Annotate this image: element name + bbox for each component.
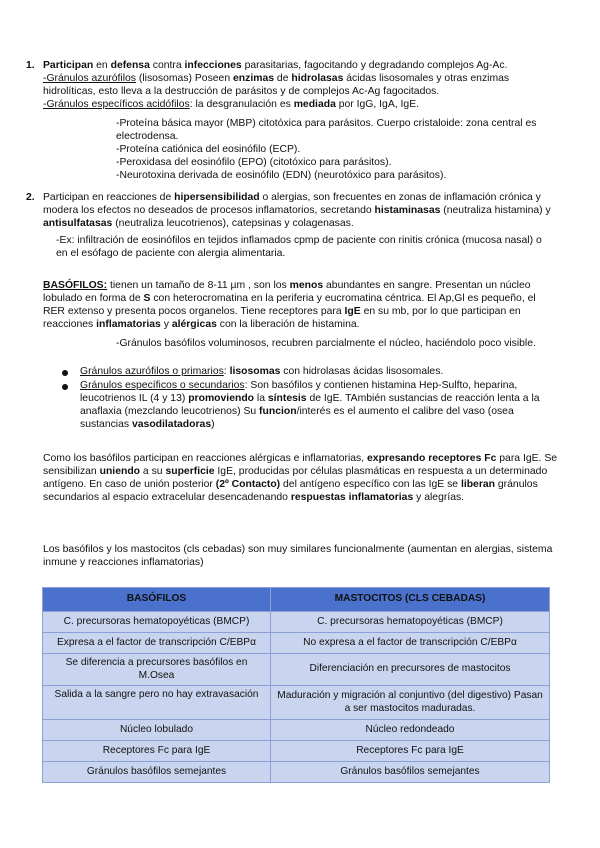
item1-block — [43, 59, 558, 111]
bullet-item-specific: Gránulos específicos o secundarios: Son basófilos y contienen histamina Hep-Sulfto, heparina, leucotrienos IL (4 y 13) promoviendo la síntesis de IgE. TAmbién sustancias de reacción lenta a la anaflaxia (mezclando leucotrienos) Su funcion/interés es el aumento el calibre del vaso (osea sustancias vasodilatadoras) — [80, 380, 540, 431]
basophils-paragraph: BASÓFILOS: tienen un tamaño de 8-11 µm , son los menos abundantes en sangre. Presentan un núcleo lobulado en forma de S con heterocromatina en la periferia y eucromatina céntrica. El Ap,Gl es pequeño, el RER extenso y presenta pocos organelos. Tiene receptores para IgE en su mb, por lo que participan en reacciones inflamatorias y alérgicas con la liberación de histamina. — [43, 280, 536, 331]
table-cell: Maduración y migración al conjuntivo (del digestivo) Pasan a ser mastocitos maduradas. — [271, 686, 550, 720]
comparison-table — [42, 587, 550, 783]
header-mastocytes: MASTOCITOS (CLS CEBADAS) — [271, 588, 550, 612]
comparison-intro: Los basófilos y los mastocitos (cls cebadas) son muy similares funcionalmente (aumentan en alergias, sistema inmune y reacciones inflamatorias) — [43, 544, 553, 569]
azurophil-granules-paragraph: -Gránulos azurófilos (lisosomas) Poseen enzimas de hidrolasas ácidas lisosomales y otras enzimas hidrolíticas, esto lleva a la destrucción de parásitos y de complejos Ac-Ag fagocitados. — [43, 73, 510, 98]
specific-granules-paragraph: -Gránulos específicos acidófilos: la desgranulación es mediada por IgG, IgA, IgE. — [43, 99, 420, 111]
bullet-icon — [62, 384, 68, 390]
table-cell: Salida a la sangre pero no hay extravasación — [43, 686, 271, 720]
table-row — [43, 741, 550, 762]
table-cell: C. precursoras hematopoyéticas (BMCP) — [271, 612, 550, 633]
basophil-granules-text: -Gránulos basófilos voluminosos, recubren parcialmente el núcleo, haciéndolo poco visible. — [116, 338, 536, 349]
table-row — [43, 654, 550, 686]
receptors-paragraph: Como los basófilos participan en reacciones alérgicas e inflamatorias, expresando receptores Fc para IgE. Se sensibilizan uniendo a su superficie IgE, producidas por células plasmáticas en respuesta a un determinado antígeno. En caso de unión posterior (2º Contacto) del antígeno específico con las IgE se liberan gránulos secundarios al espacio extracelular desencadenando respuestas inflamatorias y alegrías. — [43, 453, 558, 504]
receptors-paragraph-block — [43, 452, 558, 504]
table-cell: Gránulos basófilos semejantes — [43, 762, 271, 783]
table-cell: Se diferencia a precursores basófilos en M.Osea — [43, 654, 271, 686]
bullet-icon — [62, 370, 68, 376]
table-row — [43, 720, 550, 741]
item1-paragraph: Participan en defensa contra infecciones parasitarias, fagocitando y degradando complejos Ag-Ac. — [43, 60, 508, 71]
header-basophils: BASÓFILOS — [43, 588, 271, 612]
sub-item-ecp: -Proteína catiónica del eosinófilo (ECP). — [116, 144, 301, 156]
item2-paragraph: Participan en reacciones de hipersensibilidad o alergias, son frecuentes en zonas de inflamación crónica y modera los efectos no deseados de procesos inflamatorios, secretando histaminasas (neutraliza histamina) y antisulfatasas (neutraliza leucotrienos), catepsinas y colagenasas. — [43, 192, 551, 230]
table-row — [43, 612, 550, 633]
table-header-row — [43, 588, 550, 612]
table-cell: Núcleo redondeado — [271, 720, 550, 741]
item2-block — [43, 191, 558, 230]
table-cell: Expresa a el factor de transcripción C/EBPα — [43, 633, 271, 654]
list-number-2: 2. — [26, 192, 35, 203]
list-number-1: 1. — [26, 60, 35, 71]
basophils-block — [43, 279, 558, 331]
table-row — [43, 762, 550, 783]
table-cell: No expresa a el factor de transcripción C/EBPα — [271, 633, 550, 654]
table-cell: Gránulos basófilos semejantes — [271, 762, 550, 783]
table-cell: C. precursoras hematopoyéticas (BMCP) — [43, 612, 271, 633]
table-row — [43, 686, 550, 720]
sub-item-mbp: -Proteína básica mayor (MBP) citotóxica para parásitos. Cuerpo cristaloide: zona central es electrodensa. — [116, 118, 537, 143]
example-text: -Ex: infiltración de eosinófilos en tejidos inflamados cpmp de paciente con rinitis crónica (mucosa nasal) o en el esófago de paciente con alergia alimentaria. — [56, 235, 542, 260]
item1-sublist — [116, 117, 556, 182]
basophils-heading: BASÓFILOS: — [43, 280, 108, 291]
table-cell: Receptores Fc para IgE — [43, 741, 271, 762]
sub-item-edn: -Neurotoxina derivada de eosinófilo (EDN) (neurotóxico para parásitos). — [116, 170, 447, 182]
comparison-intro-block — [43, 543, 558, 569]
basophils-sub — [116, 337, 556, 350]
table-row — [43, 633, 550, 654]
sub-item-epo: -Peroxidasa del eosinófilo (EPO) (citotóxico para parásitos). — [116, 157, 392, 169]
table-cell: Diferenciación en precursores de mastocitos — [271, 654, 550, 686]
table-cell: Núcleo lobulado — [43, 720, 271, 741]
table-cell: Receptores Fc para IgE — [271, 741, 550, 762]
item2-example — [56, 234, 556, 260]
bullet-item-azurophil: Gránulos azurófilos o primarios: lisosomas con hidrolasas ácidas lisosomales. — [80, 366, 444, 377]
